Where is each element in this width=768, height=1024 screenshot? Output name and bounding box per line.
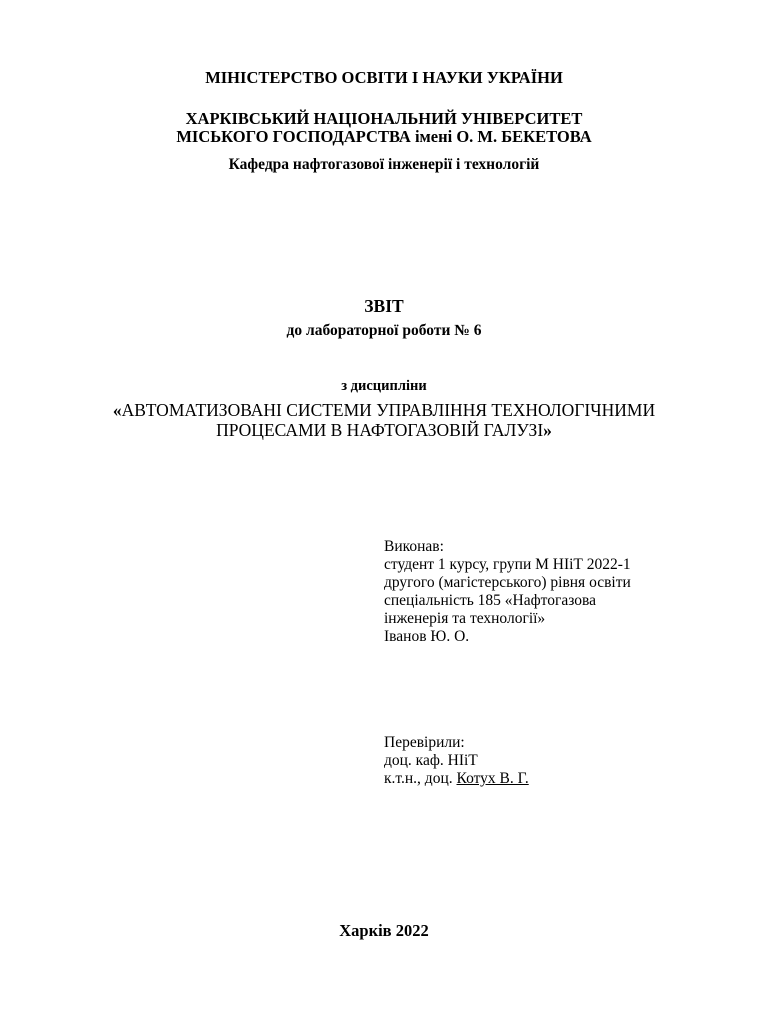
course-title-line2 [0, 420, 768, 440]
checked-line: доц. каф. НІіТ [384, 752, 478, 769]
course-title-text2: ПРОЦЕСАМИ В НАФТОГАЗОВІЙ ГАЛУЗІ [216, 420, 544, 440]
close-quote: » [543, 420, 552, 440]
university-name-line2: МІСЬКОГО ГОСПОДАРСТВА імені О. М. БЕКЕТОВА [176, 127, 592, 146]
lab-work-subtitle: до лабораторної роботи № 6 [286, 322, 482, 339]
reviewer-name: Котух В. Г. [456, 770, 529, 787]
student-name: Іванов Ю. О. [384, 628, 470, 645]
city-year: Харків 2022 [339, 921, 429, 940]
checked-label: Перевірили: [384, 734, 465, 751]
open-quote: « [112, 400, 122, 420]
department-name: Кафедра нафтогазової інженерії і технологій [228, 156, 540, 173]
course-title-text1: АВТОМАТИЗОВАНІ СИСТЕМИ УПРАВЛІННЯ ТЕХНОЛОГІЧНИМИ [121, 400, 656, 420]
performed-line: студент 1 курсу, групи М НІіТ 2022-1 [384, 556, 631, 573]
course-title-line1 [0, 400, 768, 420]
performed-line: спеціальність 185 «Нафтогазова [384, 592, 596, 609]
checked-line [384, 770, 529, 788]
performed-line: другого (магістерського) рівня освіти [384, 574, 631, 591]
checked-by-block [384, 734, 529, 788]
performed-line: інженерія та технології» [384, 610, 546, 627]
report-title: ЗВІТ [364, 296, 404, 316]
university-name-line1: ХАРКІВСЬКИЙ НАЦІОНАЛЬНИЙ УНІВЕРСИТЕТ [185, 109, 583, 128]
discipline-label: з дисципліни [341, 378, 427, 394]
performed-by-block [384, 538, 631, 646]
reviewer-title: к.т.н., доц. [384, 770, 457, 787]
ministry-heading: МІНІСТЕРСТВО ОСВІТИ І НАУКИ УКРАЇНИ [205, 68, 563, 87]
performed-label: Виконав: [384, 538, 444, 555]
